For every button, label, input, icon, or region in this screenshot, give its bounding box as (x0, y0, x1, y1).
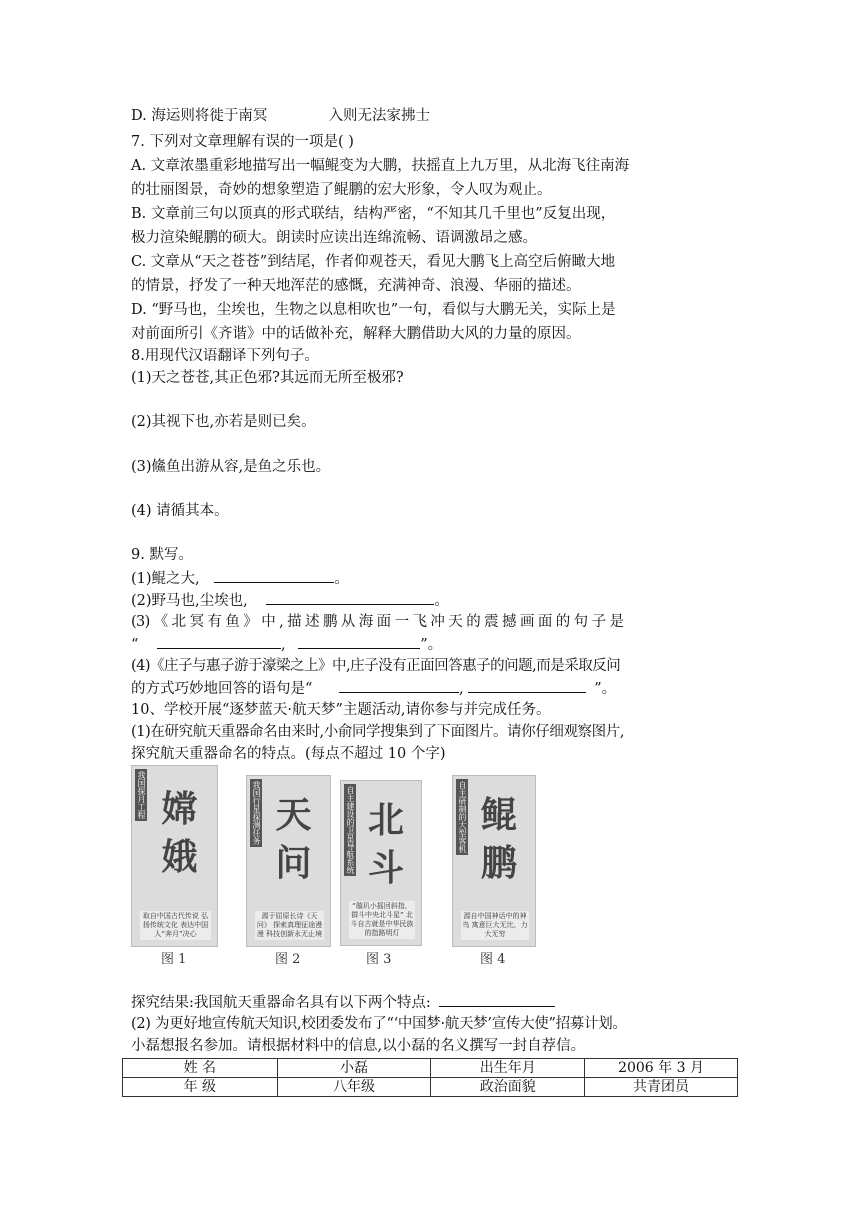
answer-blank[interactable] (157, 634, 281, 649)
punct: ”。 (594, 681, 617, 697)
poster-caption: 源自中国神话中的神鸟 寓意巨大无比，力大无穷 (462, 912, 528, 938)
dictation-text: (1)鲲之大, (131, 571, 200, 587)
punct: ”。 (420, 637, 443, 653)
punct: , (459, 681, 464, 697)
punct: “ (131, 637, 139, 653)
table-cell: 政治面貌 (431, 1078, 585, 1097)
punct: 。 (334, 571, 349, 587)
answer-blank[interactable] (266, 590, 434, 605)
option-b-cont: 极力渲染鲲鹏的硕大。朗读时应读出连绵流畅、语调激昂之感。 (131, 230, 537, 246)
poster-tianwen (246, 775, 331, 947)
poster-header: 自主研制的大型客机 (458, 781, 467, 853)
poster-header: 自主建设的卫星导航系统 (346, 786, 355, 874)
poster-caption: 源于屈原长诗《天问》 探索真理征途漫漫 科技创新永无止境 (256, 912, 323, 938)
table-cell: 2006 年 3 月 (585, 1059, 738, 1078)
figure-label: 图 2 (275, 952, 301, 967)
option-a-cont: 的壮丽图景，奇妙的想象塑造了鲲鹏的宏大形象，令人叹为观止。 (131, 182, 552, 198)
option-text: D. 海运则将徙于南冥 (131, 108, 268, 124)
option-d-cont: 对前面所引《齐谐》中的话做补充，解释大鹏借助大风的力量的原因。 (131, 326, 581, 342)
answer-blank[interactable] (439, 992, 555, 1007)
punct: 。 (434, 593, 449, 609)
poster-header: 我国行星探测任务 (252, 781, 261, 845)
poster-title: 鲲鹏 (480, 795, 517, 884)
figure-label: 图 1 (161, 952, 187, 967)
option-b: B. 文章前三句以顶真的形式联结，结构严密，“不知其几千里也”反复出现， (131, 206, 616, 222)
dictation-1 (131, 568, 349, 589)
dictation-text: (2)野马也,尘埃也, (131, 593, 248, 609)
poster-title: 天问 (275, 795, 312, 884)
task-1: (1)在研究航天重器命名由来时,小俞同学搜集到了下面图片。请你仔细观察图片, (131, 724, 625, 740)
task-2: (2) 为更好地宣传航天知识,校团委发布了“‘中国梦·航天梦’宣传大使”招募计划。 (131, 1016, 627, 1032)
table-row (123, 1078, 738, 1097)
table-cell: 年 级 (123, 1078, 278, 1097)
poster-kunpeng (452, 775, 536, 947)
translate-4: (4) 请循其本。 (131, 503, 229, 519)
translate-2: (2)其视下也,亦若是则已矣。 (131, 414, 316, 430)
question-7: 7. 下列对文章理解有误的一项是( ) (131, 134, 354, 150)
figure-label: 图 4 (480, 952, 506, 967)
answer-blank[interactable] (298, 634, 420, 649)
answer-blank[interactable] (468, 678, 586, 693)
poster-chang-e (131, 765, 218, 947)
poster-title: 北斗 (367, 800, 404, 889)
poster-header: 我国探月工程 (137, 771, 146, 819)
figure-label: 图 3 (366, 952, 392, 967)
table-cell: 八年级 (277, 1078, 431, 1097)
poster-title: 嫦娥 (161, 789, 198, 878)
task-1-cont: 探究航天重器命名的特点。(每点不超过 10 个字) (131, 746, 446, 762)
dictation-2 (131, 590, 449, 611)
poster-caption: 取自中国古代传说 弘扬传统文化 表达中国人“奔月”决心 (140, 911, 211, 940)
option-d-q6 (131, 106, 430, 126)
table-cell: 小磊 (277, 1059, 431, 1078)
result-line (131, 992, 555, 1013)
dictation-4-blanks (131, 678, 616, 699)
option-a: A. 文章浓墨重彩地描写出一幅鲲变为大鹏，扶摇直上九万里，从北海飞往南海 (131, 158, 630, 174)
punct: , (281, 637, 286, 653)
translate-1: (1)天之苍苍,其正色邪?其远而无所至极邪? (131, 370, 404, 386)
question-9: 9. 默写。 (131, 547, 193, 563)
table-row (123, 1059, 738, 1078)
option-d: D. “野马也，尘埃也，生物之以息相吹也”一句，看似与大鹏无关，实际上是 (131, 302, 616, 318)
poster-beidou (340, 780, 422, 946)
question-10: 10、学校开展“逐梦蓝天·航天梦”主题活动,请你参与并完成任务。 (131, 702, 551, 718)
dictation-3: (3) 《 北 冥 有 鱼 》 中 , 描 述 鹏 从 海 面 一 飞 冲 天 的 震 撼 画 面 的 句 子 是 (131, 614, 624, 630)
translate-3: (3)鯈鱼出游从容,是鱼之乐也。 (131, 459, 331, 475)
info-table (122, 1058, 738, 1097)
poster-caption: “璇玑小摇回斜指，群斗中央北斗星” 北斗自古就是中华民族的指路明灯 (350, 902, 414, 937)
result-text: 探究结果:我国航天重器命名具有以下两个特点: (131, 995, 431, 1011)
table-cell: 出生年月 (431, 1059, 585, 1078)
dictation-text: 的方式巧妙地回答的语句是“ (131, 681, 313, 697)
dictation-3-blanks (131, 634, 442, 655)
table-cell: 姓 名 (123, 1059, 278, 1078)
option-c: C. 文章从“天之苍苍”到结尾，作者仰观苍天，看见大鹏飞上高空后俯瞰大地 (131, 254, 616, 270)
option-text: 入则无法家拂士 (328, 108, 431, 124)
question-8: 8.用现代汉语翻译下列句子。 (131, 348, 319, 364)
task-2-cont: 小磊想报名参加。请根据材料中的信息,以小磊的名义撰写一封自荐信。 (131, 1038, 586, 1054)
dictation-4: (4)《庄子与惠子游于濠梁之上》中,庄子没有正面回答惠子的问题,而是采取反问 (131, 658, 621, 674)
answer-blank[interactable] (214, 568, 334, 583)
option-c-cont: 的情景，抒发了一种天地浑茫的感慨，充满神奇、浪漫、华丽的描述。 (131, 278, 581, 294)
answer-blank[interactable] (339, 678, 459, 693)
table-cell: 共青团员 (585, 1078, 738, 1097)
